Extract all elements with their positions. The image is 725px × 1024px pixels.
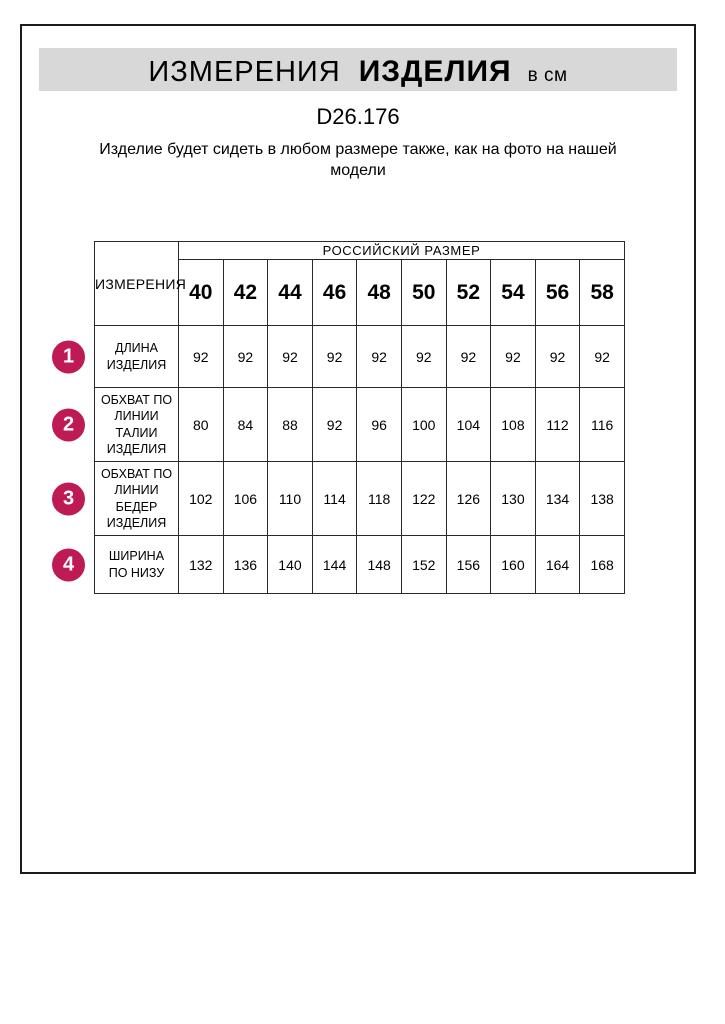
page-frame: [20, 24, 696, 874]
size-column-header: 50: [401, 260, 446, 326]
value-cell: 92: [401, 326, 446, 388]
row-label-cell: [62, 536, 179, 594]
value-cell: 104: [446, 388, 491, 462]
value-cell: 92: [357, 326, 402, 388]
group-header-row: [95, 242, 625, 260]
value-cell: 92: [179, 326, 224, 388]
value-cell: 92: [491, 326, 536, 388]
value-cell: 134: [535, 462, 580, 536]
title-bar: [39, 48, 677, 91]
size-column-header: 46: [312, 260, 357, 326]
value-cell: 118: [357, 462, 402, 536]
row-number-badge: 1: [52, 340, 85, 373]
value-cell: 102: [179, 462, 224, 536]
article-code: D26.176: [316, 104, 400, 129]
row-label-cell: [62, 326, 179, 388]
corner-label: ИЗМЕРЕНИЯ: [95, 242, 179, 326]
row-label-text: ДЛИНА ИЗДЕЛИЯ: [106, 341, 167, 372]
table-row: [95, 462, 625, 536]
value-cell: 152: [401, 536, 446, 594]
size-column-header: 48: [357, 260, 402, 326]
row-label-text: ШИРИНА ПО НИЗУ: [108, 549, 165, 580]
row-number-badge: 3: [52, 482, 85, 515]
value-cell: 132: [179, 536, 224, 594]
fit-description: Изделие будет сидеть в любом размере также, как на фото на нашей модели: [99, 141, 617, 180]
table-row: [95, 536, 625, 594]
value-cell: 92: [223, 326, 268, 388]
page-title-regular: ИЗМЕРЕНИЯ: [148, 56, 341, 88]
value-cell: 92: [446, 326, 491, 388]
row-label-cell: [62, 462, 179, 536]
value-cell: 122: [401, 462, 446, 536]
row-label-text: ОБХВАТ ПО ЛИНИИ ТАЛИИ ИЗДЕЛИЯ: [100, 393, 173, 456]
size-column-header: 44: [268, 260, 313, 326]
value-cell: 80: [179, 388, 224, 462]
row-number-badge: 2: [52, 408, 85, 441]
value-cell: 112: [535, 388, 580, 462]
table-row: [95, 388, 625, 462]
value-cell: 106: [223, 462, 268, 536]
value-cell: 108: [491, 388, 536, 462]
value-cell: 148: [357, 536, 402, 594]
value-cell: 130: [491, 462, 536, 536]
value-cell: 92: [268, 326, 313, 388]
row-label-text: ОБХВАТ ПО ЛИНИИ БЕДЕР ИЗДЕЛИЯ: [100, 467, 173, 530]
value-cell: 92: [312, 388, 357, 462]
value-cell: 92: [312, 326, 357, 388]
row-number-badge: 4: [52, 548, 85, 581]
size-column-header: 42: [223, 260, 268, 326]
value-cell: 84: [223, 388, 268, 462]
size-table: [62, 241, 625, 594]
page-title-bold: ИЗДЕЛИЯ: [358, 55, 512, 88]
value-cell: 96: [357, 388, 402, 462]
value-cell: 114: [312, 462, 357, 536]
value-cell: 144: [312, 536, 357, 594]
size-column-header: 52: [446, 260, 491, 326]
value-cell: 156: [446, 536, 491, 594]
value-cell: 110: [268, 462, 313, 536]
value-cell: 92: [580, 326, 625, 388]
value-cell: 168: [580, 536, 625, 594]
size-column-header: 54: [491, 260, 536, 326]
page-title-units: в см: [527, 65, 568, 86]
value-cell: 136: [223, 536, 268, 594]
value-cell: 116: [580, 388, 625, 462]
size-column-header: 40: [179, 260, 224, 326]
value-cell: 160: [491, 536, 536, 594]
value-cell: 138: [580, 462, 625, 536]
value-cell: 92: [535, 326, 580, 388]
value-cell: 164: [535, 536, 580, 594]
row-label-cell: [62, 388, 179, 462]
size-column-header: 58: [580, 260, 625, 326]
value-cell: 140: [268, 536, 313, 594]
size-column-header: 56: [535, 260, 580, 326]
group-header: РОССИЙСКИЙ РАЗМЕР: [179, 242, 625, 260]
value-cell: 88: [268, 388, 313, 462]
table-row: [95, 326, 625, 388]
value-cell: 126: [446, 462, 491, 536]
size-table-container: [62, 241, 625, 594]
value-cell: 100: [401, 388, 446, 462]
